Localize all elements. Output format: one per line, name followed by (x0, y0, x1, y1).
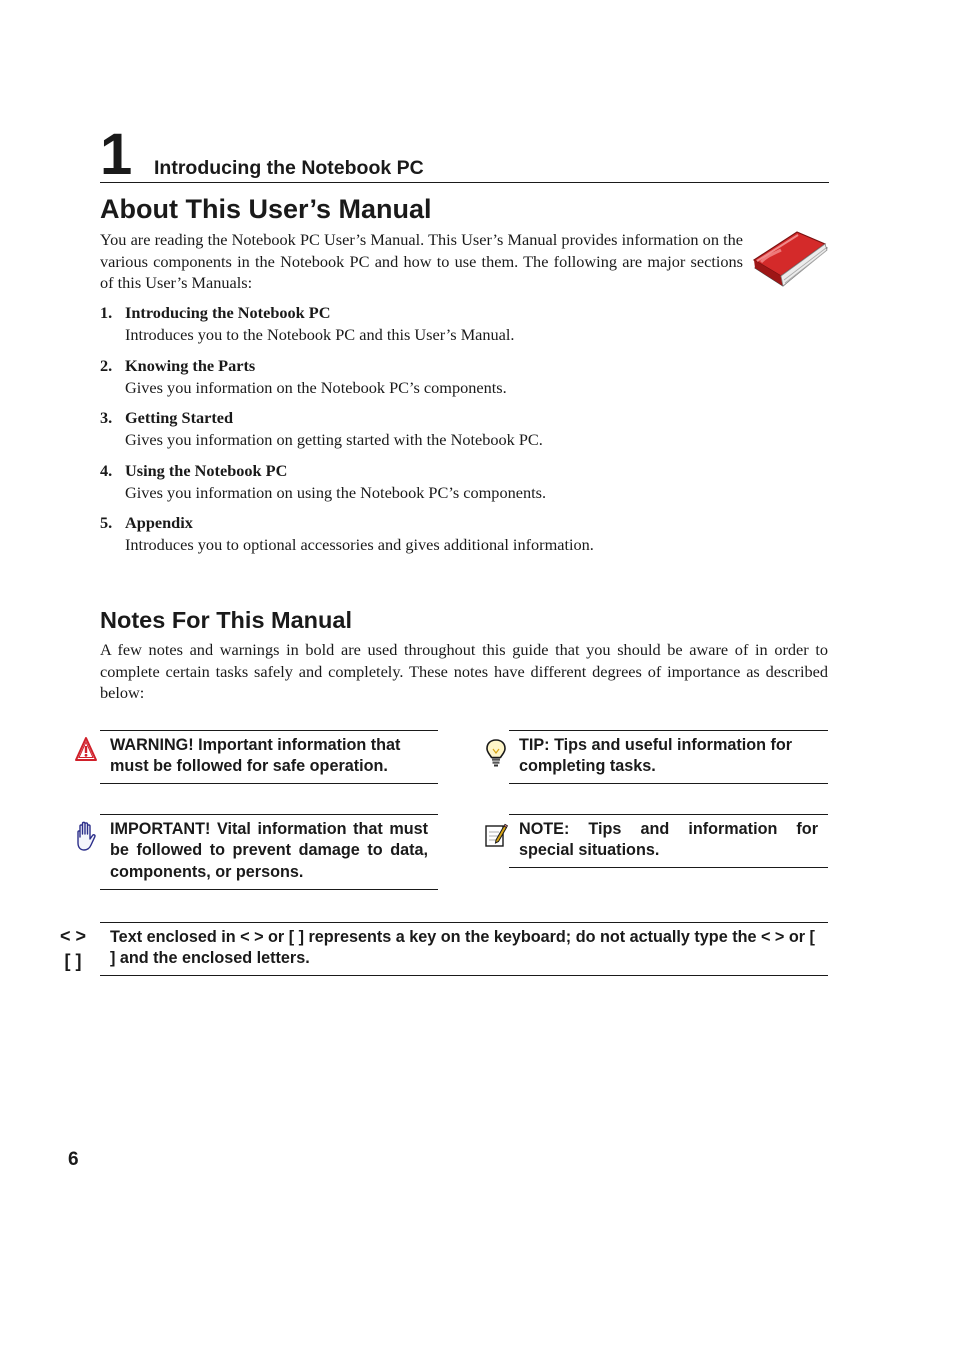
page-number: 6 (68, 1149, 79, 1170)
section-description: Gives you information on the Notebook PC’s components. (125, 378, 507, 397)
raised-hand-icon (73, 820, 99, 852)
square-brackets-symbol: [ ] (64, 951, 82, 971)
key-symbols-label (54, 924, 92, 974)
note-note (509, 814, 828, 868)
about-heading: About This User’s Manual (100, 194, 432, 224)
notepad-pencil-icon (484, 822, 508, 848)
section-number: 4. (100, 461, 113, 480)
warning-triangle-icon (74, 736, 98, 764)
warning-text: WARNING! Important information that must be followed for safe operation. (110, 736, 401, 776)
chapter-number: 1 (100, 122, 131, 187)
section-title: Appendix (125, 513, 193, 532)
notes-heading: Notes For This Manual (100, 607, 352, 633)
about-intro: You are reading the Notebook PC User’s Manual. This User’s Manual provides information on the various components in the Notebook PC and how to use them. The following are major sections of this User’s Manuals: (100, 230, 743, 292)
chapter-header (100, 122, 829, 187)
important-note (100, 814, 438, 890)
red-book-icon (751, 230, 829, 292)
tip-text: TIP: Tips and useful information for completing tasks. (519, 736, 793, 776)
section-description: Introduces you to the Notebook PC and this User’s Manual. (125, 325, 515, 344)
keys-note (100, 922, 828, 976)
section-number: 1. (100, 303, 113, 322)
lightbulb-icon (484, 738, 508, 768)
keys-text: Text enclosed in < > or [ ] represents a key on the keyboard; do not actually type the < > or [ ] and the enclosed letters. (110, 928, 815, 968)
tip-note (509, 730, 828, 784)
section-title: Introducing the Notebook PC (125, 303, 331, 322)
note-text: NOTE: Tips and information for special situations. (519, 820, 818, 860)
angle-brackets-symbol: < > (59, 926, 87, 946)
section-title: Knowing the Parts (125, 356, 256, 375)
section-title: Using the Notebook PC (125, 461, 288, 480)
notes-intro: A few notes and warnings in bold are used throughout this guide that you should be aware of in order to complete certain tasks safely and completely. These notes have different degrees of importance as described below: (100, 640, 828, 702)
section-number: 3. (100, 408, 113, 427)
section-description: Gives you information on getting started with the Notebook PC. (125, 430, 543, 449)
section-number: 5. (100, 513, 113, 532)
chapter-title: Introducing the Notebook PC (154, 157, 424, 179)
section-number: 2. (100, 356, 113, 375)
section-description: Gives you information on using the Notebook PC’s components. (125, 483, 547, 502)
section-title: Getting Started (125, 408, 234, 427)
section-description: Introduces you to optional accessories and gives additional information. (125, 535, 594, 554)
important-text: IMPORTANT! Vital information that must be followed to prevent damage to data, components, or persons. (110, 820, 428, 881)
warning-note (100, 730, 438, 784)
